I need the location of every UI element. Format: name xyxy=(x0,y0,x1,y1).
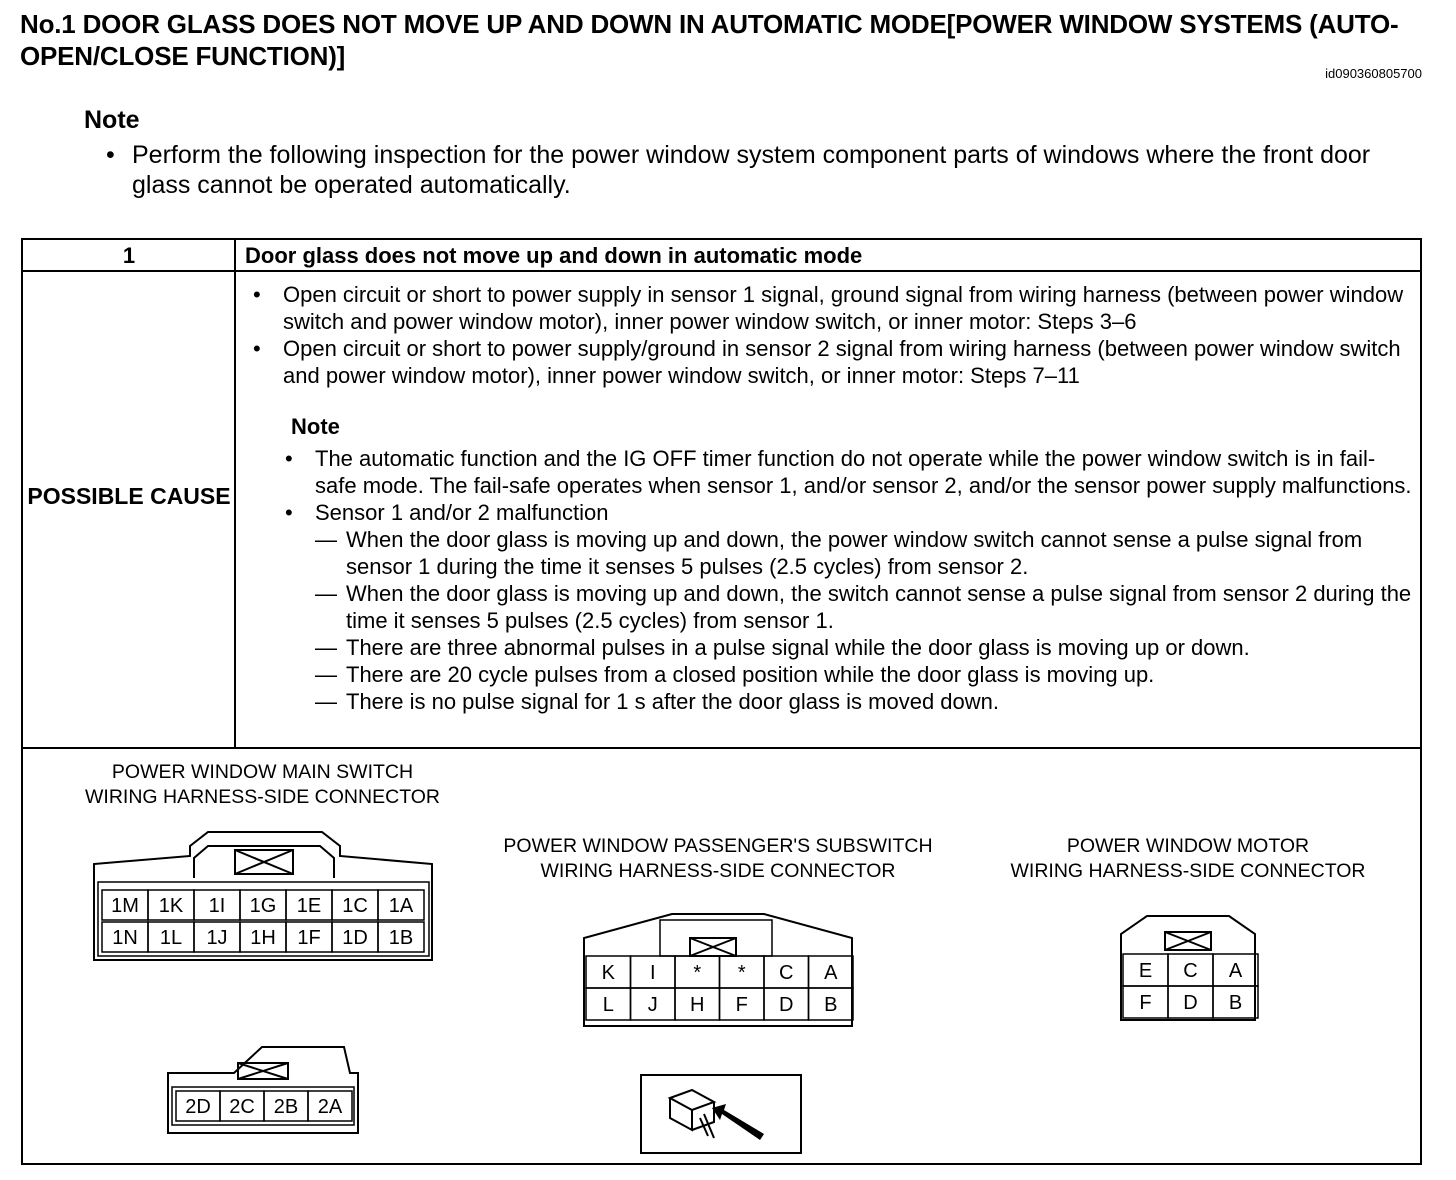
connector-housing xyxy=(584,914,852,1026)
main-switch-2-connector-diagram xyxy=(164,1043,364,1139)
label-line: POWER WINDOW MOTOR xyxy=(1066,835,1310,857)
lock-x-icon xyxy=(690,938,736,956)
cause-list xyxy=(253,281,1413,389)
inner-note-heading: Note xyxy=(291,414,340,439)
subswitch-connector-diagram xyxy=(580,908,856,1030)
terminal-label: J xyxy=(647,994,658,1017)
connector-housing xyxy=(168,1047,358,1133)
label-line: WIRING HARNESS-SIDE CONNECTOR xyxy=(1010,860,1366,882)
sub-item: — There are 20 cycle pulses from a closed position while the door glass is moving up. xyxy=(315,661,1413,688)
subswitch-connector-label xyxy=(463,834,973,884)
terminal-label: 1K xyxy=(158,895,184,918)
terminal-row xyxy=(586,956,853,988)
lock-x-icon xyxy=(238,1063,288,1079)
page-title: No.1 DOOR GLASS DOES NOT MOVE UP AND DOWN IN AUTOMATIC MODE[POWER WINDOW SYSTEMS (AUTO-OPEN/CLOSE FUNCTION)] xyxy=(20,9,1399,71)
terminal-label: 1G xyxy=(249,895,277,918)
terminal-label: 1I xyxy=(208,895,226,918)
cause-item: • Open circuit or short to power supply in sensor 1 signal, ground signal from wiring harness (between power window switch and power window motor), inner power window switch, or inner motor: Steps 3–6 xyxy=(253,281,1413,335)
sub-item: — There are three abnormal pulses in a pulse signal while the door glass is moving up or down. xyxy=(315,634,1413,661)
note-list xyxy=(106,140,1396,200)
terminal-label: 2C xyxy=(229,1096,255,1119)
inner-note-item-text: Sensor 1 and/or 2 malfunction xyxy=(315,500,609,525)
terminal-label: 1N xyxy=(112,927,138,950)
motor-connector-diagram xyxy=(1117,912,1259,1024)
motor-connector-label xyxy=(978,834,1398,884)
terminal-row xyxy=(102,922,424,952)
terminal-label: F xyxy=(1139,992,1152,1015)
arrow-icon xyxy=(712,1104,764,1140)
inner-note-item xyxy=(285,499,1413,715)
sub-item: — When the door glass is moving up and down, the switch cannot sense a pulse signal from sensor 2 during the time it senses 5 pulses (2.5 cycles) from sensor 1. xyxy=(315,580,1413,634)
possible-cause-label: POSSIBLE CAUSE xyxy=(27,483,231,509)
terminal-row xyxy=(1123,986,1258,1018)
inner-note-list xyxy=(285,445,1413,715)
inner-note-item: • The automatic function and the IG OFF timer function do not operate while the power window switch is in fail-safe mode. The fail-safe operates when sensor 1, and/or sensor 2, and/or the sensor power supply malfunctions. xyxy=(285,445,1413,499)
terminal-label: 1C xyxy=(342,895,368,918)
terminal-label: K xyxy=(601,962,615,985)
sub-item: — When the door glass is moving up and down, the power window switch cannot sense a pulse signal from sensor 1 during the time it senses 5 pulses (2.5 cycles) from sensor 2. xyxy=(315,526,1413,580)
step-number: 1 xyxy=(122,243,136,268)
terminal-label: 2D xyxy=(185,1096,211,1119)
terminal-row xyxy=(1123,954,1258,986)
note-item: • Perform the following inspection for the power window system component parts of windows where the front door glass cannot be operated automatically. xyxy=(106,140,1396,200)
terminal-label: * xyxy=(737,962,746,985)
table-divider xyxy=(23,747,1420,749)
terminal-label: L xyxy=(602,994,614,1017)
terminal-label: H xyxy=(690,994,705,1017)
terminal-label: E xyxy=(1138,960,1153,983)
terminal-label: 1F xyxy=(297,927,321,950)
main-switch-connector-diagram xyxy=(90,828,438,968)
terminal-label: 1E xyxy=(296,895,322,918)
label-line: POWER WINDOW MAIN SWITCH xyxy=(111,761,414,783)
sub-item: — There is no pulse signal for 1 s after the door glass is moved down. xyxy=(315,688,1413,715)
document-id: id090360805700 xyxy=(1325,66,1422,81)
label-line: POWER WINDOW PASSENGER'S SUBSWITCH xyxy=(503,835,933,857)
label-line: WIRING HARNESS-SIDE CONNECTOR xyxy=(540,860,896,882)
cause-item: • Open circuit or short to power supply/ground in sensor 2 signal from wiring harness (between power window switch and power window motor), inner power window switch, or inner motor: Steps 7–11 xyxy=(253,335,1413,389)
terminal-label: 1A xyxy=(388,895,414,918)
terminal-label: * xyxy=(693,962,702,985)
connector-plug-icon xyxy=(670,1090,714,1138)
lock-x-icon xyxy=(235,850,293,874)
terminal-label: B xyxy=(824,994,838,1017)
terminal-label: 2B xyxy=(273,1096,299,1119)
terminal-label: D xyxy=(1183,992,1198,1015)
lock-x-icon xyxy=(1165,932,1211,950)
main-switch-connector-label xyxy=(45,760,480,810)
terminal-label: 1M xyxy=(111,895,139,918)
terminal-label: B xyxy=(1228,992,1243,1015)
malfunction-sub-list xyxy=(315,526,1413,715)
terminal-label: 1D xyxy=(342,927,368,950)
terminal-label: 1J xyxy=(206,927,228,950)
terminal-label: A xyxy=(1228,960,1243,983)
terminal-label: 1B xyxy=(388,927,414,950)
terminal-label: D xyxy=(779,994,794,1017)
terminal-row xyxy=(176,1091,352,1121)
terminal-label: C xyxy=(1183,960,1198,983)
connector-view-direction-icon xyxy=(640,1074,802,1154)
step-title: Door glass does not move up and down in automatic mode xyxy=(245,243,863,268)
label-line: WIRING HARNESS-SIDE CONNECTOR xyxy=(85,786,440,808)
terminal-label: 1H xyxy=(250,927,276,950)
terminal-row xyxy=(102,890,424,920)
terminal-label: A xyxy=(824,962,838,985)
terminal-label: C xyxy=(779,962,794,985)
terminal-label: 2A xyxy=(317,1096,343,1119)
terminal-row xyxy=(586,988,853,1020)
terminal-label: 1L xyxy=(159,927,183,950)
terminal-label: F xyxy=(735,994,748,1017)
note-heading: Note xyxy=(84,106,140,134)
terminal-label: I xyxy=(649,962,656,985)
